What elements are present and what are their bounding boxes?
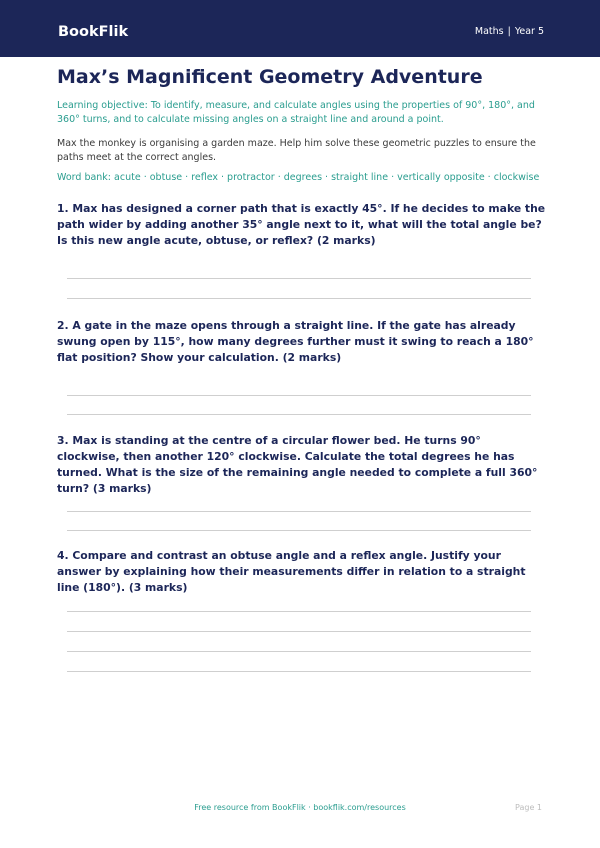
answer-line[interactable] [67,631,531,632]
answer-line[interactable] [67,511,531,512]
question-3: 3. Max is standing at the centre of a circular flower bed. He turns 90° clockwise, then another 120° clockwise. Calculate the total degrees he has turned. What is the size of the remaining angle needed to complete a full 360° turn? (3 marks) [57,434,538,495]
year-label: Year 5 [514,26,544,37]
word-bank: Word bank: acute · obtuse · reflex · protractor · degrees · straight line · vertically opposite · clockwise [57,172,540,183]
answer-line[interactable] [67,611,531,612]
brand-logo[interactable]: BookFlik [58,24,129,40]
question-2: 2. A gate in the maze opens through a straight line. If the gate has already swung open by 115°, how many degrees further must it swing to reach a 180° flat position? Show your calculation. (2 marks) [57,319,534,364]
answer-line[interactable] [67,530,531,531]
worksheet-title: Max’s Magnificent Geometry Adventure [57,66,483,88]
answer-line[interactable] [67,395,531,396]
answer-line[interactable] [67,278,531,279]
footer-link[interactable]: Free resource from BookFlik · bookflik.com/resources [194,803,406,812]
question-4: 4. Compare and contrast an obtuse angle and a reflex angle. Justify your answer by explaining how their measurements differ in relation to a straight line (180°). (3 marks) [57,549,526,594]
answer-line[interactable] [67,651,531,652]
question-1: 1. Max has designed a corner path that is exactly 45°. If he decides to make the path wider by adding another 35° angle next to it, what will the total angle be? Is this new angle acute, obtuse, or reflex? (2 marks) [57,202,546,247]
subject-label: Maths [474,26,504,37]
page-number: Page 1 [515,803,542,812]
answer-line[interactable] [67,671,531,672]
answer-line[interactable] [67,298,531,299]
learning-objective: Learning objective: To identify, measure, and calculate angles using the properties of 90°, 180°, and 360° turns, and to calculate missing angles on a straight line and around a point. [57,100,535,125]
subject-year-label [475,25,544,39]
intro-text: Max the monkey is organising a garden maze. Help him solve these geometric puzzles to ensure the paths meet at the correct angles. [57,138,536,163]
header-bar [0,0,600,57]
answer-line[interactable] [67,414,531,415]
meta-separator: | [507,26,511,37]
